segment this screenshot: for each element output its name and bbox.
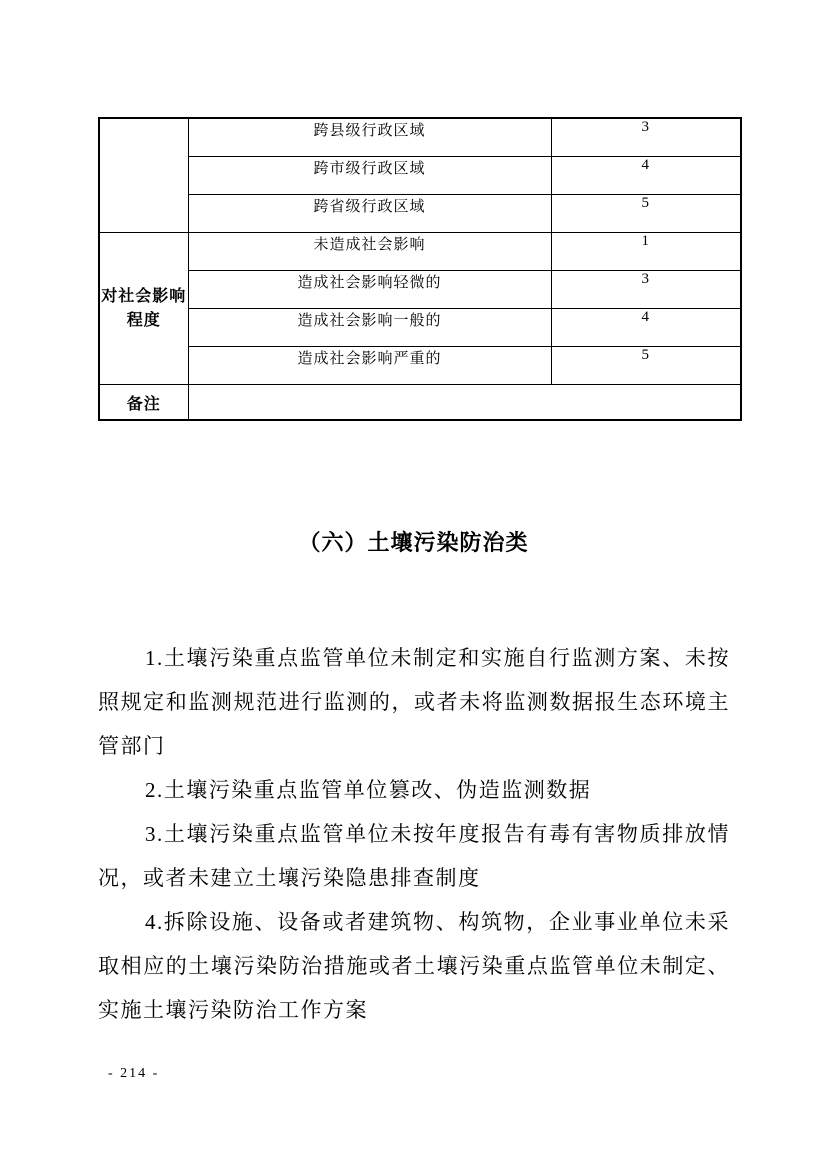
score-cell: 1 xyxy=(551,233,741,271)
score-cell: 4 xyxy=(551,309,741,347)
score-cell: 5 xyxy=(551,347,741,385)
criterion-cell: 造成社会影响一般的 xyxy=(188,309,551,347)
paragraph-4: 4.拆除设施、设备或者建筑物、构筑物，企业事业单位未采取相应的土壤污染防治措施或者土壤污染重点监管单位未制定、实施土壤污染防治工作方案 xyxy=(98,910,730,1022)
criterion-cell: 未造成社会影响 xyxy=(188,233,551,271)
paragraph-1: 1.土壤污染重点监管单位未制定和实施自行监测方案、未按照规定和监测规范进行监测的，或者未将监测数据报生态环境主管部门 xyxy=(98,646,730,758)
row-group-header-empty xyxy=(99,118,188,233)
table-row-note xyxy=(99,385,741,421)
score-cell: 5 xyxy=(551,195,741,233)
table-row xyxy=(99,271,741,309)
criterion-cell: 造成社会影响严重的 xyxy=(188,347,551,385)
section-heading: （六）土壤污染防治类 xyxy=(298,530,529,555)
score-cell: 4 xyxy=(551,157,741,195)
score-cell: 3 xyxy=(551,118,741,157)
table-row xyxy=(99,195,741,233)
row-group-header-note: 备注 xyxy=(99,385,188,421)
table-row xyxy=(99,118,741,157)
note-content-cell xyxy=(188,385,741,421)
criterion-cell: 造成社会影响轻微的 xyxy=(188,271,551,309)
criterion-cell: 跨省级行政区域 xyxy=(188,195,551,233)
section-body xyxy=(98,636,730,1032)
criterion-cell: 跨市级行政区域 xyxy=(188,157,551,195)
criterion-cell: 跨县级行政区域 xyxy=(188,118,551,157)
score-table xyxy=(98,117,742,421)
page-number: - 214 - xyxy=(108,1066,160,1081)
paragraph-3: 3.土壤污染重点监管单位未按年度报告有毒有害物质排放情况，或者未建立土壤污染隐患排查制度 xyxy=(98,822,730,890)
paragraph-2: 2.土壤污染重点监管单位篡改、伪造监测数据 xyxy=(145,778,592,802)
table-row xyxy=(99,347,741,385)
table-row xyxy=(99,233,741,271)
table-row xyxy=(99,309,741,347)
score-cell: 3 xyxy=(551,271,741,309)
table-row xyxy=(99,157,741,195)
row-group-header-social-impact: 对社会影响程度 xyxy=(99,233,188,385)
